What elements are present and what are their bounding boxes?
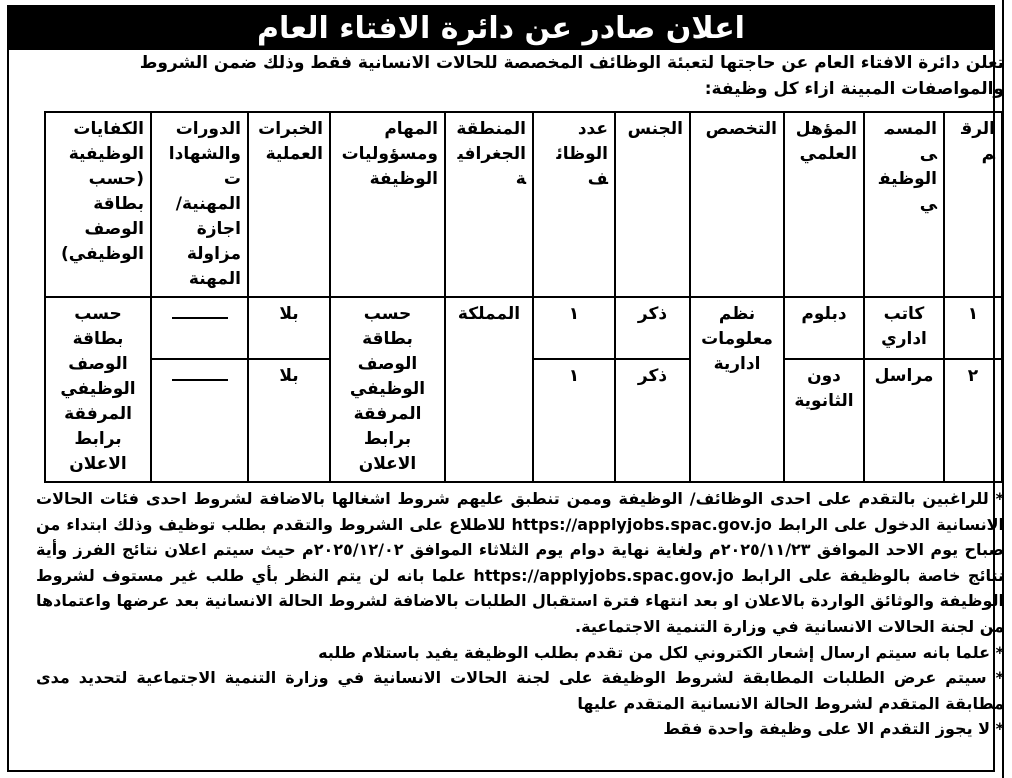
notes-section bbox=[36, 486, 1004, 742]
note-1-part-a: * للراغبين بالتقدم على احدى الوظائف/ الوظيفة وممن تنطبق عليهم شروط اشغالها بالاضافة لشروط احدى فئات الحالات الانسانية الدخول على الرابط bbox=[36, 489, 1005, 534]
table-header-row bbox=[45, 112, 1002, 297]
row-job-count: ١ bbox=[533, 359, 615, 482]
header-qualification: المؤهل العلمي bbox=[784, 112, 864, 297]
row-job-count: ١ bbox=[533, 297, 615, 359]
apply-link-2[interactable]: https://applyjobs.spac.gov.jo bbox=[473, 565, 734, 585]
row-experience: بلا bbox=[248, 297, 330, 359]
row-qualification: دبلوم bbox=[784, 297, 864, 359]
row-courses bbox=[151, 359, 248, 482]
header-region: المنطقة الجغرافية bbox=[445, 112, 533, 297]
table-row bbox=[45, 297, 1002, 359]
shared-specialization: نظم معلومات ادارية bbox=[690, 297, 784, 482]
announcement-title: اعلان صادر عن دائرة الافتاء العام bbox=[9, 7, 993, 50]
header-duties: المهام ومسؤوليات الوظيفة bbox=[330, 112, 445, 297]
jobs-table bbox=[44, 111, 1003, 483]
apply-link-1[interactable]: https://applyjobs.spac.gov.jo bbox=[511, 514, 772, 534]
row-courses bbox=[151, 297, 248, 359]
empty-dash bbox=[172, 317, 228, 319]
row-gender: ذكر bbox=[615, 297, 690, 359]
note-committee-review: * سيتم عرض الطلبات المطابقة لشروط الوظيفة على لجنة الحالات الانسانية في وزارة التنمية الاجتماعية لتحديد مدى مطابقة المتقدم لشروط الحالة الانسانية المتقدم عليها bbox=[36, 668, 1004, 713]
note-1-part-b: للاطلاع على الشروط والتقدم بطلب توظيف وذلك ابتداء من صباح يوم الاحد الموافق ٢٠٢٥/١١/٢٣م ولغاية نهاية دوام يوم الثلاثاء الموافق ٢٠٢٥/١٢/٠٢م حيث سيتم اعلان نتائج الفرز وأية نتائج خاصة بالوظيفة على الرابط bbox=[36, 514, 1005, 585]
row-job-title: مراسل bbox=[864, 359, 944, 482]
empty-dash bbox=[172, 379, 228, 381]
row-job-title: كاتب اداري bbox=[864, 297, 944, 359]
header-job-count: عدد الوظائف bbox=[533, 112, 615, 297]
note-1-part-c: علما بانه لن يتم النظر بأي طلب غير مستوف لشروط الوظيفة والوثائق الواردة بالاعلان او بعد انتهاء فترة استقبال الطلبات بالاضافة لشروط الحالة الانسانية بعد عرضها واعتمادها من لجنة الحالات الانسانية في وزارة التنمية الاجتماعية. bbox=[36, 565, 1004, 636]
header-courses: الدورات والشهادات المهنية/ اجازة مزاولة المهنة bbox=[151, 112, 248, 297]
header-number: الرقم bbox=[944, 112, 1002, 297]
header-competencies: الكفايات الوظيفية (حسب بطاقة الوصف الوظيفي) bbox=[45, 112, 151, 297]
note-email-notification: * علما بانه سيتم ارسال إشعار الكتروني لكل من تقدم بطلب الوظيفة يفيد باستلام طلبه bbox=[318, 642, 1004, 662]
shared-competencies: حسب بطاقة الوصف الوظيفي المرفقة برابط الاعلان bbox=[45, 297, 151, 482]
shared-region: المملكة bbox=[445, 297, 533, 482]
row-gender: ذكر bbox=[615, 359, 690, 482]
row-number: ١ bbox=[944, 297, 1002, 359]
note-application-instructions bbox=[36, 486, 1004, 640]
row-qualification: دون الثانوية bbox=[784, 359, 864, 482]
shared-duties: حسب بطاقة الوصف الوظيفي المرفقة برابط الاعلان bbox=[330, 297, 445, 482]
note-single-job: * لا يجوز التقدم الا على وظيفة واحدة فقط bbox=[663, 719, 1004, 739]
header-specialization: التخصص bbox=[690, 112, 784, 297]
header-job-title: المسمى الوظيفي bbox=[864, 112, 944, 297]
row-number: ٢ bbox=[944, 359, 1002, 482]
intro-paragraph: تعلن دائرة الافتاء العام عن حاجتها لتعبئة الوظائف المخصصة للحالات الانسانية فقط وذلك ضمن الشروط والمواصفات المبينة ازاء كل وظيفة: bbox=[139, 53, 1004, 99]
header-experience: الخبرات العملية bbox=[248, 112, 330, 297]
row-experience: بلا bbox=[248, 359, 330, 482]
header-gender: الجنس bbox=[615, 112, 690, 297]
